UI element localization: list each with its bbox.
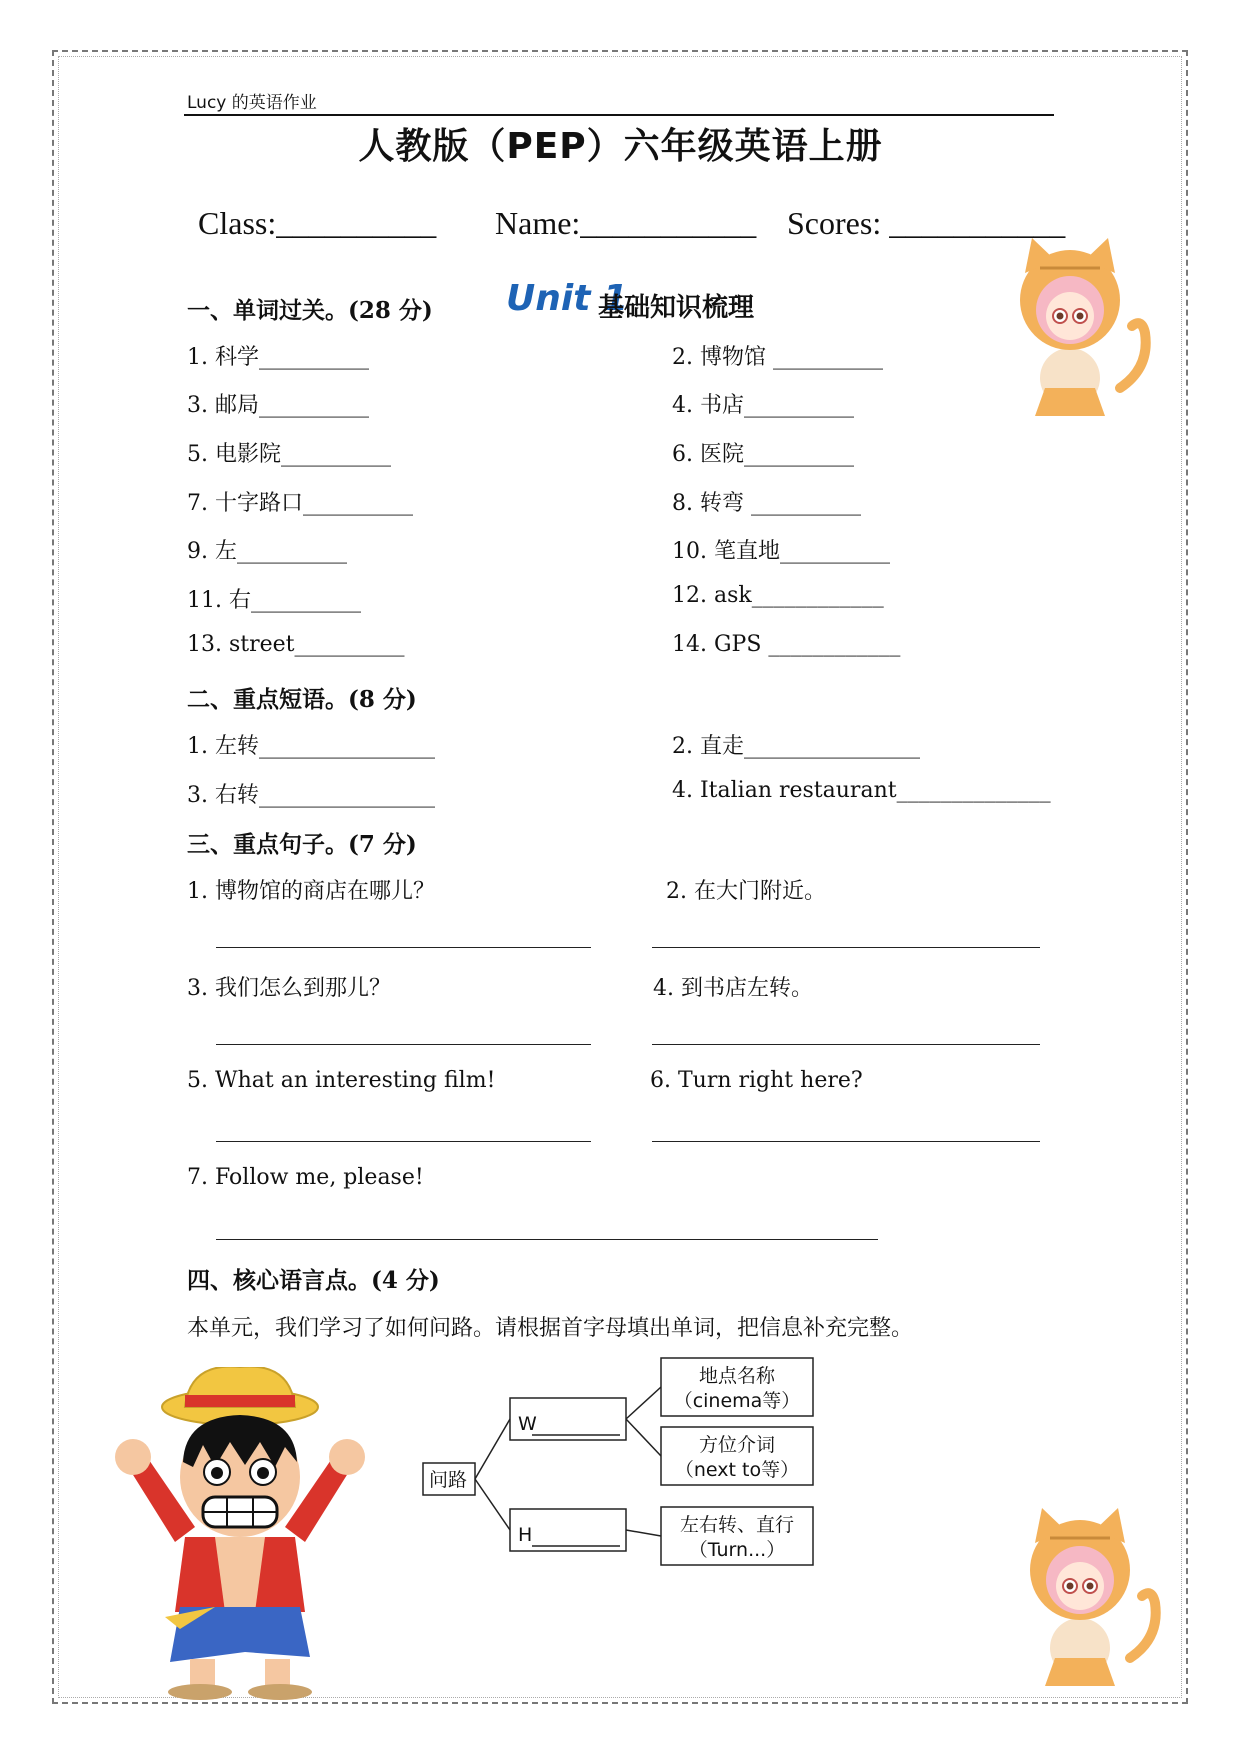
sentence-item-3: 3. 我们怎么到那儿？ [187, 976, 391, 1001]
vocab-item-13[interactable]: 13. street__________ [187, 632, 405, 657]
vocab-item-3[interactable]: 3. 邮局__________ [187, 393, 369, 418]
phrase-item-3[interactable]: 3. 右转________________ [187, 783, 435, 808]
straw-hat-boy-illustration [105, 1367, 375, 1702]
phrase-item-2[interactable]: 2. 直走________________ [672, 734, 920, 759]
section3-title: 三、重点句子。(7 分) [187, 831, 417, 858]
unit-heading: Unit 1 [506, 278, 628, 319]
vocab-item-7[interactable]: 7. 十字路口__________ [187, 491, 413, 516]
class-field[interactable]: Class:__________ [198, 205, 437, 241]
vocab-item-1[interactable]: 1. 科学__________ [187, 345, 369, 370]
sentence-item-1: 1. 博物馆的商店在哪儿？ [187, 879, 435, 904]
name-field[interactable]: Name:___________ [495, 205, 757, 241]
h-label[interactable]: H [518, 1524, 533, 1546]
section1-title: 一、单词过关。(28 分) [187, 297, 433, 324]
vocab-item-6[interactable]: 6. 医院__________ [672, 442, 854, 467]
unit-subtitle: 基础知识梳理 [598, 293, 755, 323]
leaf1-line2: （cinema等） [673, 1390, 801, 1412]
leaf3-line2: （Turn...） [688, 1539, 786, 1561]
vocab-item-2[interactable]: 2. 博物馆 __________ [672, 345, 883, 370]
phrase-item-4[interactable]: 4. Italian restaurant______________ [672, 778, 1051, 803]
vocab-item-4[interactable]: 4. 书店__________ [672, 393, 854, 418]
section4-instruction: 本单元，我们学习了如何问路。请根据首字母填出单词，把信息补充完整。 [187, 1316, 914, 1341]
section2-title: 二、重点短语。(8 分) [187, 686, 417, 713]
leaf1-line1: 地点名称 [698, 1365, 776, 1387]
sentence-item-4: 4. 到书店左转。 [653, 976, 813, 1001]
cat-girl-illustration-bottom [1010, 1508, 1170, 1688]
section4-title: 四、核心语言点。(4 分) [187, 1267, 440, 1294]
sentence-item-5: 5. What an interesting film! [187, 1068, 496, 1093]
vocab-item-12[interactable]: 12. ask____________ [672, 583, 884, 608]
vocab-item-14[interactable]: 14. GPS ____________ [672, 632, 901, 657]
header-text: Lucy 的英语作业 [187, 93, 317, 113]
page-title: 人教版（PEP）六年级英语上册 [358, 126, 883, 167]
cat-girl-illustration-top [1000, 238, 1160, 418]
w-label[interactable]: W [518, 1413, 537, 1435]
vocab-item-9[interactable]: 9. 左__________ [187, 539, 347, 564]
vocab-item-10[interactable]: 10. 笔直地__________ [672, 539, 890, 564]
vocab-item-11[interactable]: 11. 右__________ [187, 588, 361, 613]
vocab-item-8[interactable]: 8. 转弯 __________ [672, 491, 861, 516]
phrase-item-1[interactable]: 1. 左转________________ [187, 734, 435, 759]
sentence-item-2: 2. 在大门附近。 [666, 879, 826, 904]
root-label: 问路 [429, 1469, 468, 1491]
leaf3-line1: 左右转、直行 [679, 1514, 795, 1536]
leaf2-line2: （next to等） [674, 1459, 800, 1481]
scores-field[interactable]: Scores: ___________ [787, 205, 1066, 241]
leaf2-line1: 方位介词 [698, 1434, 776, 1456]
sentence-item-7: 7. Follow me, please! [187, 1165, 424, 1190]
vocab-item-5[interactable]: 5. 电影院__________ [187, 442, 391, 467]
sentence-item-6: 6. Turn right here? [650, 1068, 863, 1093]
